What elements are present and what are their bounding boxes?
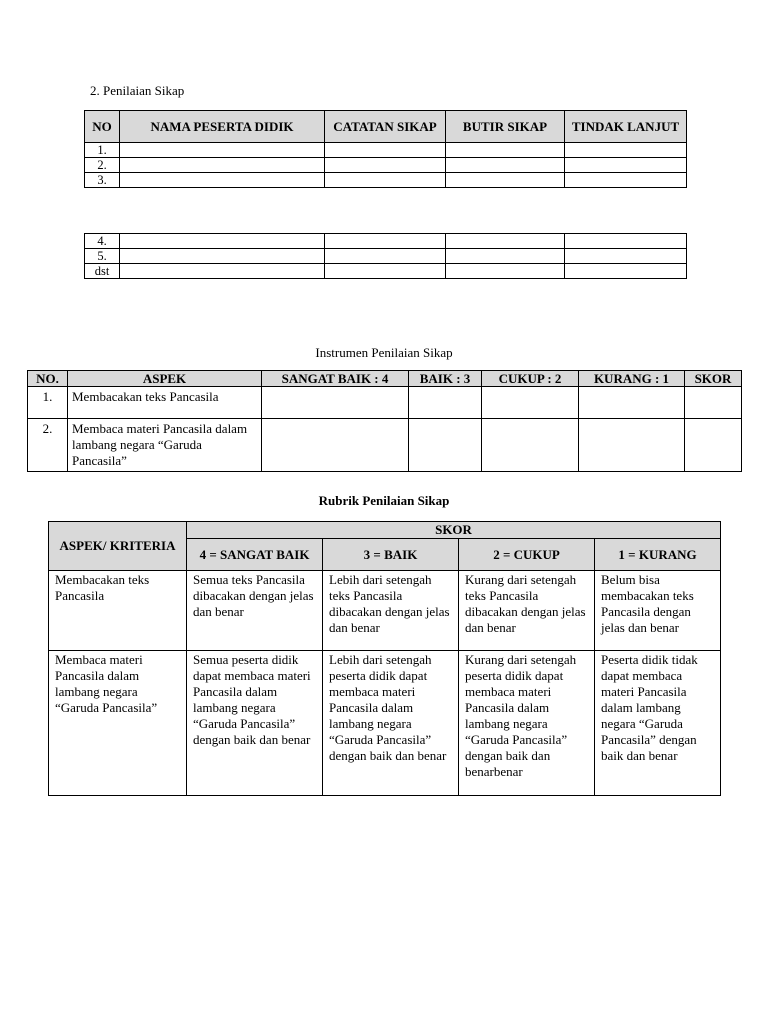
- empty-cell: [325, 264, 446, 279]
- aspect-cell: Membacakan teks Pancasila: [68, 387, 262, 419]
- table-row: [85, 249, 687, 264]
- header-level-4: 4 = SANGAT BAIK: [187, 539, 323, 571]
- header-score: SKOR: [187, 522, 721, 539]
- header-attitude-item: BUTIR SIKAP: [446, 111, 565, 143]
- header-level-3: 3 = BAIK: [323, 539, 459, 571]
- empty-cell: [482, 387, 579, 419]
- header-sufficient: CUKUP : 2: [482, 371, 579, 387]
- criteria-cell: Kurang dari setengah peserta didik dapat membaca materi Pancasila dalam lambang negara “Garuda Pancasila” dengan baik dan benarbenar: [459, 651, 595, 796]
- empty-cell: [262, 387, 409, 419]
- header-level-2: 2 = CUKUP: [459, 539, 595, 571]
- table-row: [85, 143, 687, 158]
- criteria-cell: Semua teks Pancasila dibacakan dengan jelas dan benar: [187, 571, 323, 651]
- header-student-name: NAMA PESERTA DIDIK: [120, 111, 325, 143]
- aspect-cell: Membacakan teks Pancasila: [49, 571, 187, 651]
- empty-cell: [446, 143, 565, 158]
- header-good: BAIK : 3: [409, 371, 482, 387]
- header-level-1: 1 = KURANG: [595, 539, 721, 571]
- empty-cell: [120, 249, 325, 264]
- empty-cell: [120, 234, 325, 249]
- empty-cell: [579, 419, 685, 472]
- table-row: [49, 651, 721, 796]
- row-number: 1.: [28, 387, 68, 419]
- table-row: [28, 419, 742, 472]
- empty-cell: [565, 234, 687, 249]
- row-number: 3.: [85, 173, 120, 188]
- aspect-cell: Membaca materi Pancasila dalam lambang negara “Garuda Pancasila”: [49, 651, 187, 796]
- header-no: NO.: [28, 371, 68, 387]
- empty-cell: [446, 249, 565, 264]
- header-no: NO: [85, 111, 120, 143]
- empty-cell: [685, 419, 742, 472]
- row-number: 2.: [85, 158, 120, 173]
- header-score: SKOR: [685, 371, 742, 387]
- empty-cell: [325, 249, 446, 264]
- table-row: [85, 173, 687, 188]
- aspect-cell: Membaca materi Pancasila dalam lambang negara “Garuda Pancasila”: [68, 419, 262, 472]
- student-attitude-table: [84, 110, 687, 188]
- row-number: 1.: [85, 143, 120, 158]
- header-less: KURANG : 1: [579, 371, 685, 387]
- instrument-table: [27, 370, 742, 472]
- empty-cell: [262, 419, 409, 472]
- table-row: [85, 158, 687, 173]
- empty-cell: [446, 158, 565, 173]
- table-row: [85, 234, 687, 249]
- header-aspect: ASPEK: [68, 371, 262, 387]
- empty-cell: [446, 173, 565, 188]
- section-heading: 2. Penilaian Sikap: [90, 83, 185, 98]
- criteria-cell: Lebih dari setengah peserta didik dapat membaca materi Pancasila dalam lambang negara “Garuda Pancasila” dengan baik dan benar: [323, 651, 459, 796]
- criteria-cell: Kurang dari setengah teks Pancasila dibacakan dengan jelas dan benar: [459, 571, 595, 651]
- empty-cell: [446, 264, 565, 279]
- empty-cell: [579, 387, 685, 419]
- empty-cell: [565, 158, 687, 173]
- row-number: dst: [85, 264, 120, 279]
- row-number: 4.: [85, 234, 120, 249]
- student-attitude-table-continued: [84, 233, 687, 279]
- header-very-good: SANGAT BAIK : 4: [262, 371, 409, 387]
- header-attitude-notes: CATATAN SIKAP: [325, 111, 446, 143]
- table-row: [85, 264, 687, 279]
- empty-cell: [325, 158, 446, 173]
- empty-cell: [120, 143, 325, 158]
- empty-cell: [565, 264, 687, 279]
- empty-cell: [565, 173, 687, 188]
- criteria-cell: Semua peserta didik dapat membaca materi Pancasila dalam lambang negara “Garuda Pancasila” dengan baik dan benar: [187, 651, 323, 796]
- header-follow-up: TINDAK LANJUT: [565, 111, 687, 143]
- empty-cell: [120, 158, 325, 173]
- table-row: [49, 571, 721, 651]
- empty-cell: [325, 143, 446, 158]
- instrument-title: Instrumen Penilaian Sikap: [315, 345, 453, 360]
- empty-cell: [565, 249, 687, 264]
- criteria-cell: Lebih dari setengah teks Pancasila dibacakan dengan jelas dan benar: [323, 571, 459, 651]
- table-row: [28, 387, 742, 419]
- empty-cell: [120, 173, 325, 188]
- empty-cell: [325, 173, 446, 188]
- row-number: 2.: [28, 419, 68, 472]
- empty-cell: [446, 234, 565, 249]
- rubric-table: [48, 521, 721, 796]
- criteria-cell: Belum bisa membacakan teks Pancasila dengan jelas dan benar: [595, 571, 721, 651]
- empty-cell: [685, 387, 742, 419]
- empty-cell: [325, 234, 446, 249]
- empty-cell: [120, 264, 325, 279]
- header-aspect-criteria: ASPEK/ KRITERIA: [49, 522, 187, 571]
- empty-cell: [409, 419, 482, 472]
- criteria-cell: Peserta didik tidak dapat membaca materi Pancasila dalam lambang negara “Garuda Pancasila” dengan baik dan benar: [595, 651, 721, 796]
- empty-cell: [409, 387, 482, 419]
- empty-cell: [482, 419, 579, 472]
- rubric-title: Rubrik Penilaian Sikap: [318, 493, 450, 508]
- row-number: 5.: [85, 249, 120, 264]
- empty-cell: [565, 143, 687, 158]
